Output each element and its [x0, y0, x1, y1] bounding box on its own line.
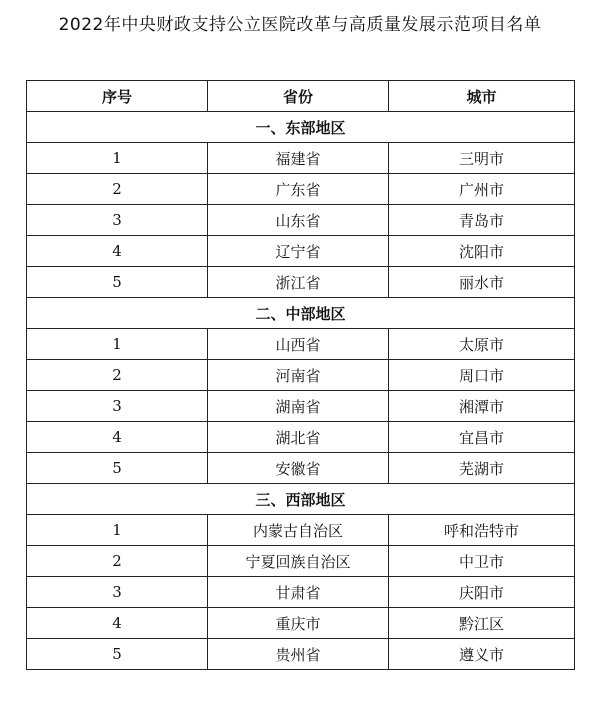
cell-city: 呼和浩特市	[389, 515, 575, 546]
cell-province: 河南省	[208, 360, 389, 391]
cell-seq: 2	[27, 174, 208, 205]
header-row	[27, 81, 575, 112]
cell-seq: 1	[27, 515, 208, 546]
cell-province: 山西省	[208, 329, 389, 360]
cell-seq: 5	[27, 453, 208, 484]
cell-city: 宜昌市	[389, 422, 575, 453]
cell-seq: 1	[27, 143, 208, 174]
header-city: 城市	[389, 81, 575, 112]
page-title: 2022年中央财政支持公立医院改革与高质量发展示范项目名单	[58, 15, 542, 35]
cell-city: 三明市	[389, 143, 575, 174]
cell-province: 湖南省	[208, 391, 389, 422]
cell-city: 太原市	[389, 329, 575, 360]
cell-province: 浙江省	[208, 267, 389, 298]
table-row	[27, 143, 575, 174]
cell-province: 宁夏回族自治区	[208, 546, 389, 577]
cell-city: 芜湖市	[389, 453, 575, 484]
table-row	[27, 174, 575, 205]
cell-city: 广州市	[389, 174, 575, 205]
cell-province: 广东省	[208, 174, 389, 205]
cell-seq: 2	[27, 546, 208, 577]
cell-province: 辽宁省	[208, 236, 389, 267]
cell-seq: 3	[27, 391, 208, 422]
cell-city: 沈阳市	[389, 236, 575, 267]
project-table	[26, 80, 575, 670]
cell-seq: 1	[27, 329, 208, 360]
region-row-central	[27, 298, 575, 329]
header-seq: 序号	[27, 81, 208, 112]
cell-province: 湖北省	[208, 422, 389, 453]
cell-province: 贵州省	[208, 639, 389, 670]
region-label: 二、中部地区	[27, 298, 575, 329]
cell-city: 庆阳市	[389, 577, 575, 608]
cell-province: 重庆市	[208, 608, 389, 639]
table-row	[27, 608, 575, 639]
cell-seq: 5	[27, 267, 208, 298]
table-row	[27, 453, 575, 484]
table-row	[27, 639, 575, 670]
region-row-west	[27, 484, 575, 515]
header-province: 省份	[208, 81, 389, 112]
table-row	[27, 267, 575, 298]
table-row	[27, 205, 575, 236]
cell-province: 山东省	[208, 205, 389, 236]
cell-city: 遵义市	[389, 639, 575, 670]
region-label: 三、西部地区	[27, 484, 575, 515]
cell-province: 甘肃省	[208, 577, 389, 608]
cell-city: 中卫市	[389, 546, 575, 577]
cell-seq: 4	[27, 236, 208, 267]
cell-seq: 3	[27, 205, 208, 236]
cell-city: 丽水市	[389, 267, 575, 298]
region-row-east	[27, 112, 575, 143]
table-row	[27, 546, 575, 577]
cell-province: 福建省	[208, 143, 389, 174]
cell-city: 青岛市	[389, 205, 575, 236]
cell-city: 黔江区	[389, 608, 575, 639]
table-row	[27, 422, 575, 453]
table-row	[27, 391, 575, 422]
cell-seq: 2	[27, 360, 208, 391]
cell-seq: 3	[27, 577, 208, 608]
cell-seq: 5	[27, 639, 208, 670]
cell-seq: 4	[27, 608, 208, 639]
table-body	[27, 112, 575, 670]
table-row	[27, 515, 575, 546]
table-row	[27, 360, 575, 391]
cell-province: 安徽省	[208, 453, 389, 484]
cell-seq: 4	[27, 422, 208, 453]
table-header	[27, 81, 575, 112]
table-row	[27, 329, 575, 360]
region-label: 一、东部地区	[27, 112, 575, 143]
cell-province: 内蒙古自治区	[208, 515, 389, 546]
cell-city: 周口市	[389, 360, 575, 391]
table-row	[27, 236, 575, 267]
cell-city: 湘潭市	[389, 391, 575, 422]
table-row	[27, 577, 575, 608]
